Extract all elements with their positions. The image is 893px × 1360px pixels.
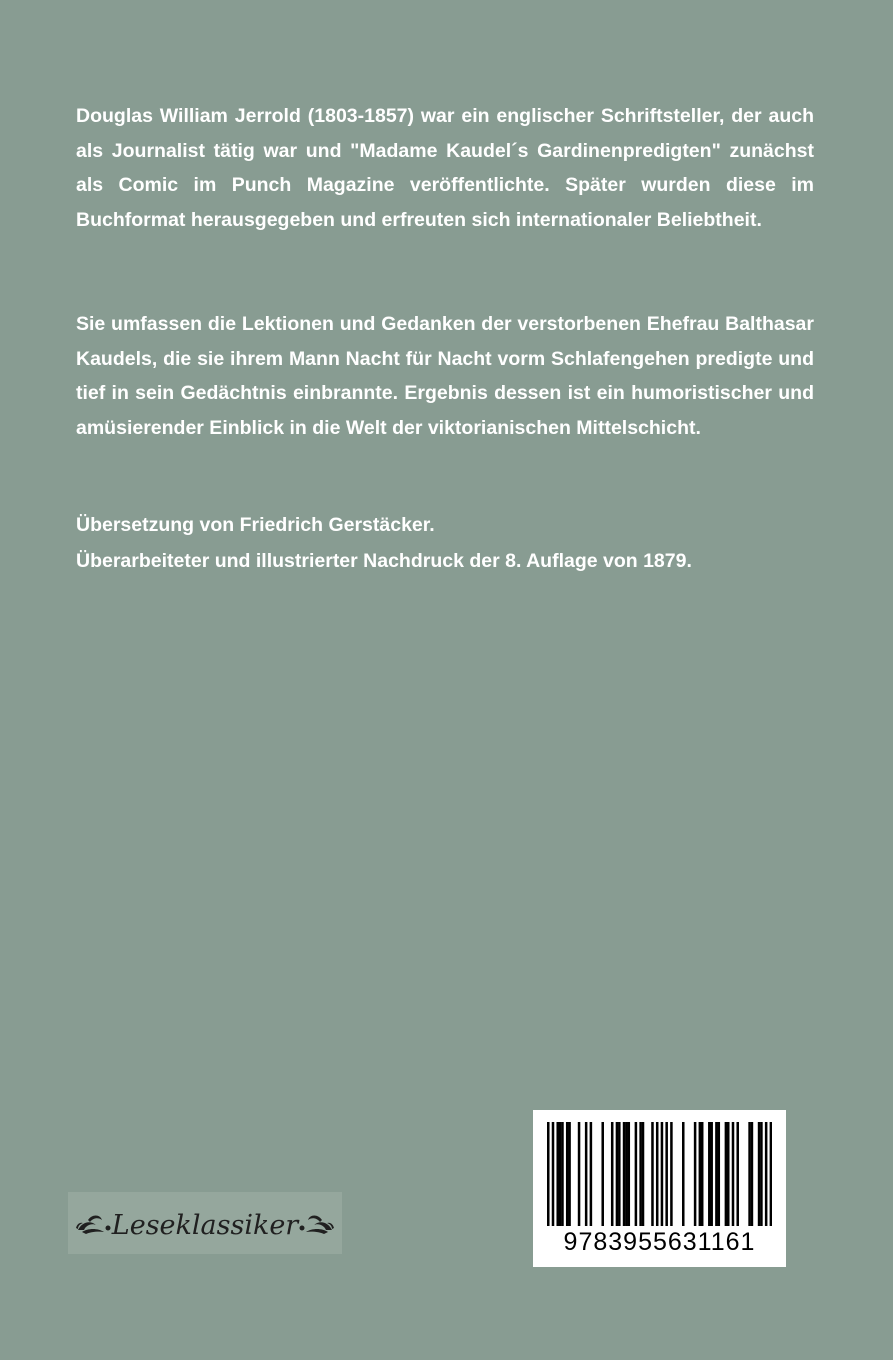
barcode-bar (682, 1122, 685, 1226)
barcode-bar (628, 1122, 631, 1226)
barcode-bar (556, 1122, 559, 1226)
barcode-bar (748, 1122, 751, 1226)
barcode-bar (561, 1122, 564, 1226)
barcode-bar (618, 1122, 621, 1226)
barcode-bar (699, 1122, 702, 1226)
barcode-bar (770, 1122, 772, 1226)
barcode-bar (710, 1122, 713, 1226)
publisher-name: Leseklassiker (111, 1210, 299, 1241)
barcode-bar (656, 1122, 659, 1226)
translation-credit: Übersetzung von Friedrich Gerstäcker. (76, 514, 435, 536)
barcode-bar (585, 1122, 588, 1226)
barcode-bar (590, 1122, 593, 1226)
ornament-icon (68, 1192, 342, 1254)
barcode-bar (760, 1122, 763, 1226)
barcode-bar (732, 1122, 735, 1226)
barcode-bar (635, 1122, 638, 1226)
barcode-bar (670, 1122, 673, 1226)
barcode-bar (625, 1122, 628, 1226)
barcode-bar (736, 1122, 739, 1226)
barcode-bars (547, 1122, 772, 1226)
barcode-bar (661, 1122, 664, 1226)
barcode-bar (651, 1122, 654, 1226)
description-paragraph-1: Douglas William Jerrold (1803-1857) war ein englischer Schriftsteller, der auch als Journalist tätig war und "Madame Kaudel´s Gardinenpredigten" zunächst als Comic im Punch Magazine veröffentlichte. Später wurden diese im Buchformat herausgegeben und erfreuten sich internationaler Beliebtheit. (76, 105, 814, 231)
barcode-bar (642, 1122, 645, 1226)
edition-note: Überarbeiteter und illustrierter Nachdruck der 8. Auflage von 1879. (76, 550, 692, 572)
barcode-bar (715, 1122, 718, 1226)
barcode-bar (623, 1122, 626, 1226)
barcode-bar (611, 1122, 614, 1226)
barcode-bar (616, 1122, 619, 1226)
barcode-bar (708, 1122, 711, 1226)
barcode-bar (694, 1122, 697, 1226)
barcode-bar (718, 1122, 721, 1226)
barcode-bar (701, 1122, 704, 1226)
barcode-bar (547, 1122, 550, 1226)
barcode-bar (578, 1122, 581, 1226)
barcode-bar (751, 1122, 754, 1226)
publisher-logo (68, 1192, 342, 1254)
barcode-bar (758, 1122, 761, 1226)
barcode-bar (725, 1122, 728, 1226)
description-paragraph-2: Sie umfassen die Lektionen und Gedanken der verstorbenen Ehefrau Balthasar Kaudels, die sie ihrem Mann Nacht für Nacht vorm Schlafengehen predigte und tief in sein Gedächtnis einbrannte. Ergebnis dessen ist ein humoristischer und amüsierender Einblick in die Welt der viktorianischen Mittelschicht. (76, 313, 814, 439)
isbn-barcode (533, 1110, 786, 1267)
isbn-number: 9783955631161 (563, 1228, 756, 1256)
barcode-bar (559, 1122, 562, 1226)
barcode-bar (568, 1122, 571, 1226)
barcode-bar (765, 1122, 768, 1226)
barcode-bar (727, 1122, 730, 1226)
barcode-bar (639, 1122, 642, 1226)
barcode-bar (601, 1122, 604, 1226)
barcode-bar (665, 1122, 668, 1226)
barcode-bar (552, 1122, 555, 1226)
barcode-bar (566, 1122, 569, 1226)
